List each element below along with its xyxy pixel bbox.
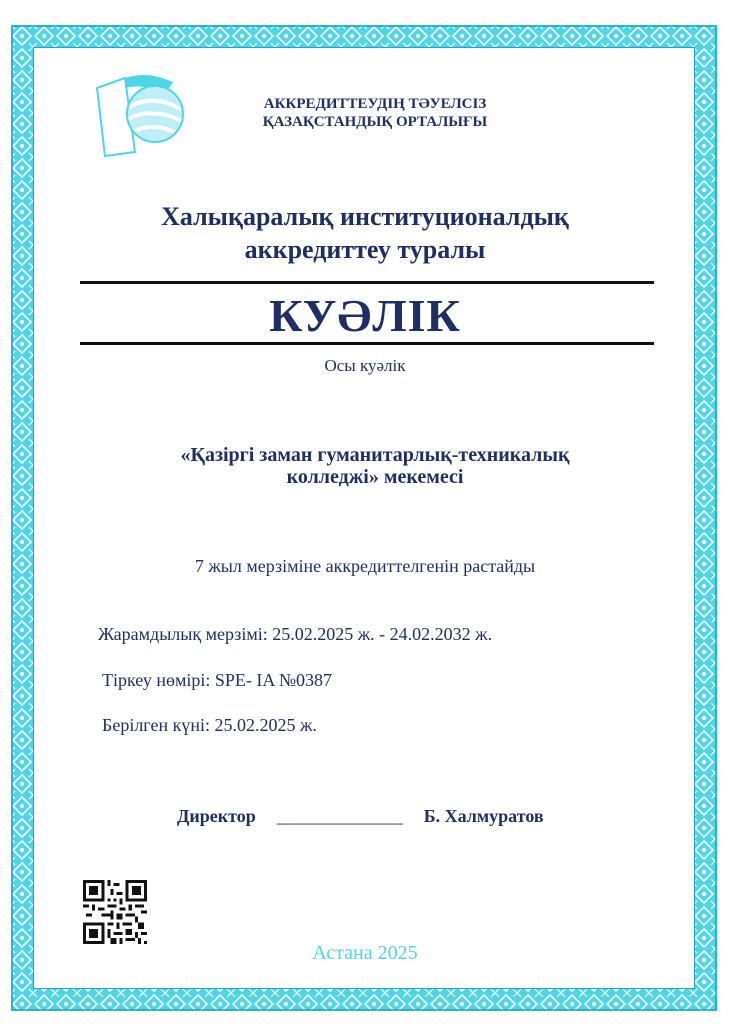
director-title: Директор — [177, 806, 256, 826]
institution-line2: колледжі» мекемесі — [286, 466, 464, 488]
certificate-frame — [11, 25, 717, 1011]
organization-name — [230, 95, 520, 131]
confirmation-text: 7 жыл мерзіміне аккредиттелгенін растайды — [194, 556, 536, 576]
signature-blank: ______________ — [276, 806, 403, 826]
intro-text: Осы куәлік — [324, 356, 406, 375]
organization-line1: АККРЕДИТТЕУДІҢ ТӘУЕЛСІЗ — [263, 96, 487, 112]
organization-logo — [95, 70, 195, 160]
organization-line2: ҚАЗАҚСТАНДЫҚ ОРТАЛЫҒЫ — [262, 114, 488, 130]
place-and-year: Астана 2025 — [312, 942, 418, 964]
title-line1: Халықаралық институционалдық — [161, 202, 569, 231]
registration-number: Тіркеу нөмірі: SPE- IA №0387 — [102, 670, 333, 690]
document-type: КУӘЛІК — [269, 290, 461, 341]
signature-line — [177, 806, 544, 827]
institution-line1: «Қазіргі заман гуманитарлық-техникалық — [180, 444, 570, 466]
inner-border-line — [33, 47, 695, 989]
validity-period: Жарамдылық мерзімі: 25.02.2025 ж. - 24.02.2032 ж. — [98, 624, 493, 644]
top-divider — [80, 281, 654, 284]
certificate-title — [60, 200, 670, 266]
qr-code-icon[interactable] — [83, 880, 147, 944]
title-line2: аккредиттеу туралы — [244, 235, 486, 264]
director-name: Б. Халмуратов — [423, 806, 544, 826]
issue-date: Берілген күні: 25.02.2025 ж. — [102, 715, 317, 735]
institution-name — [90, 444, 660, 488]
bottom-divider — [80, 342, 654, 345]
